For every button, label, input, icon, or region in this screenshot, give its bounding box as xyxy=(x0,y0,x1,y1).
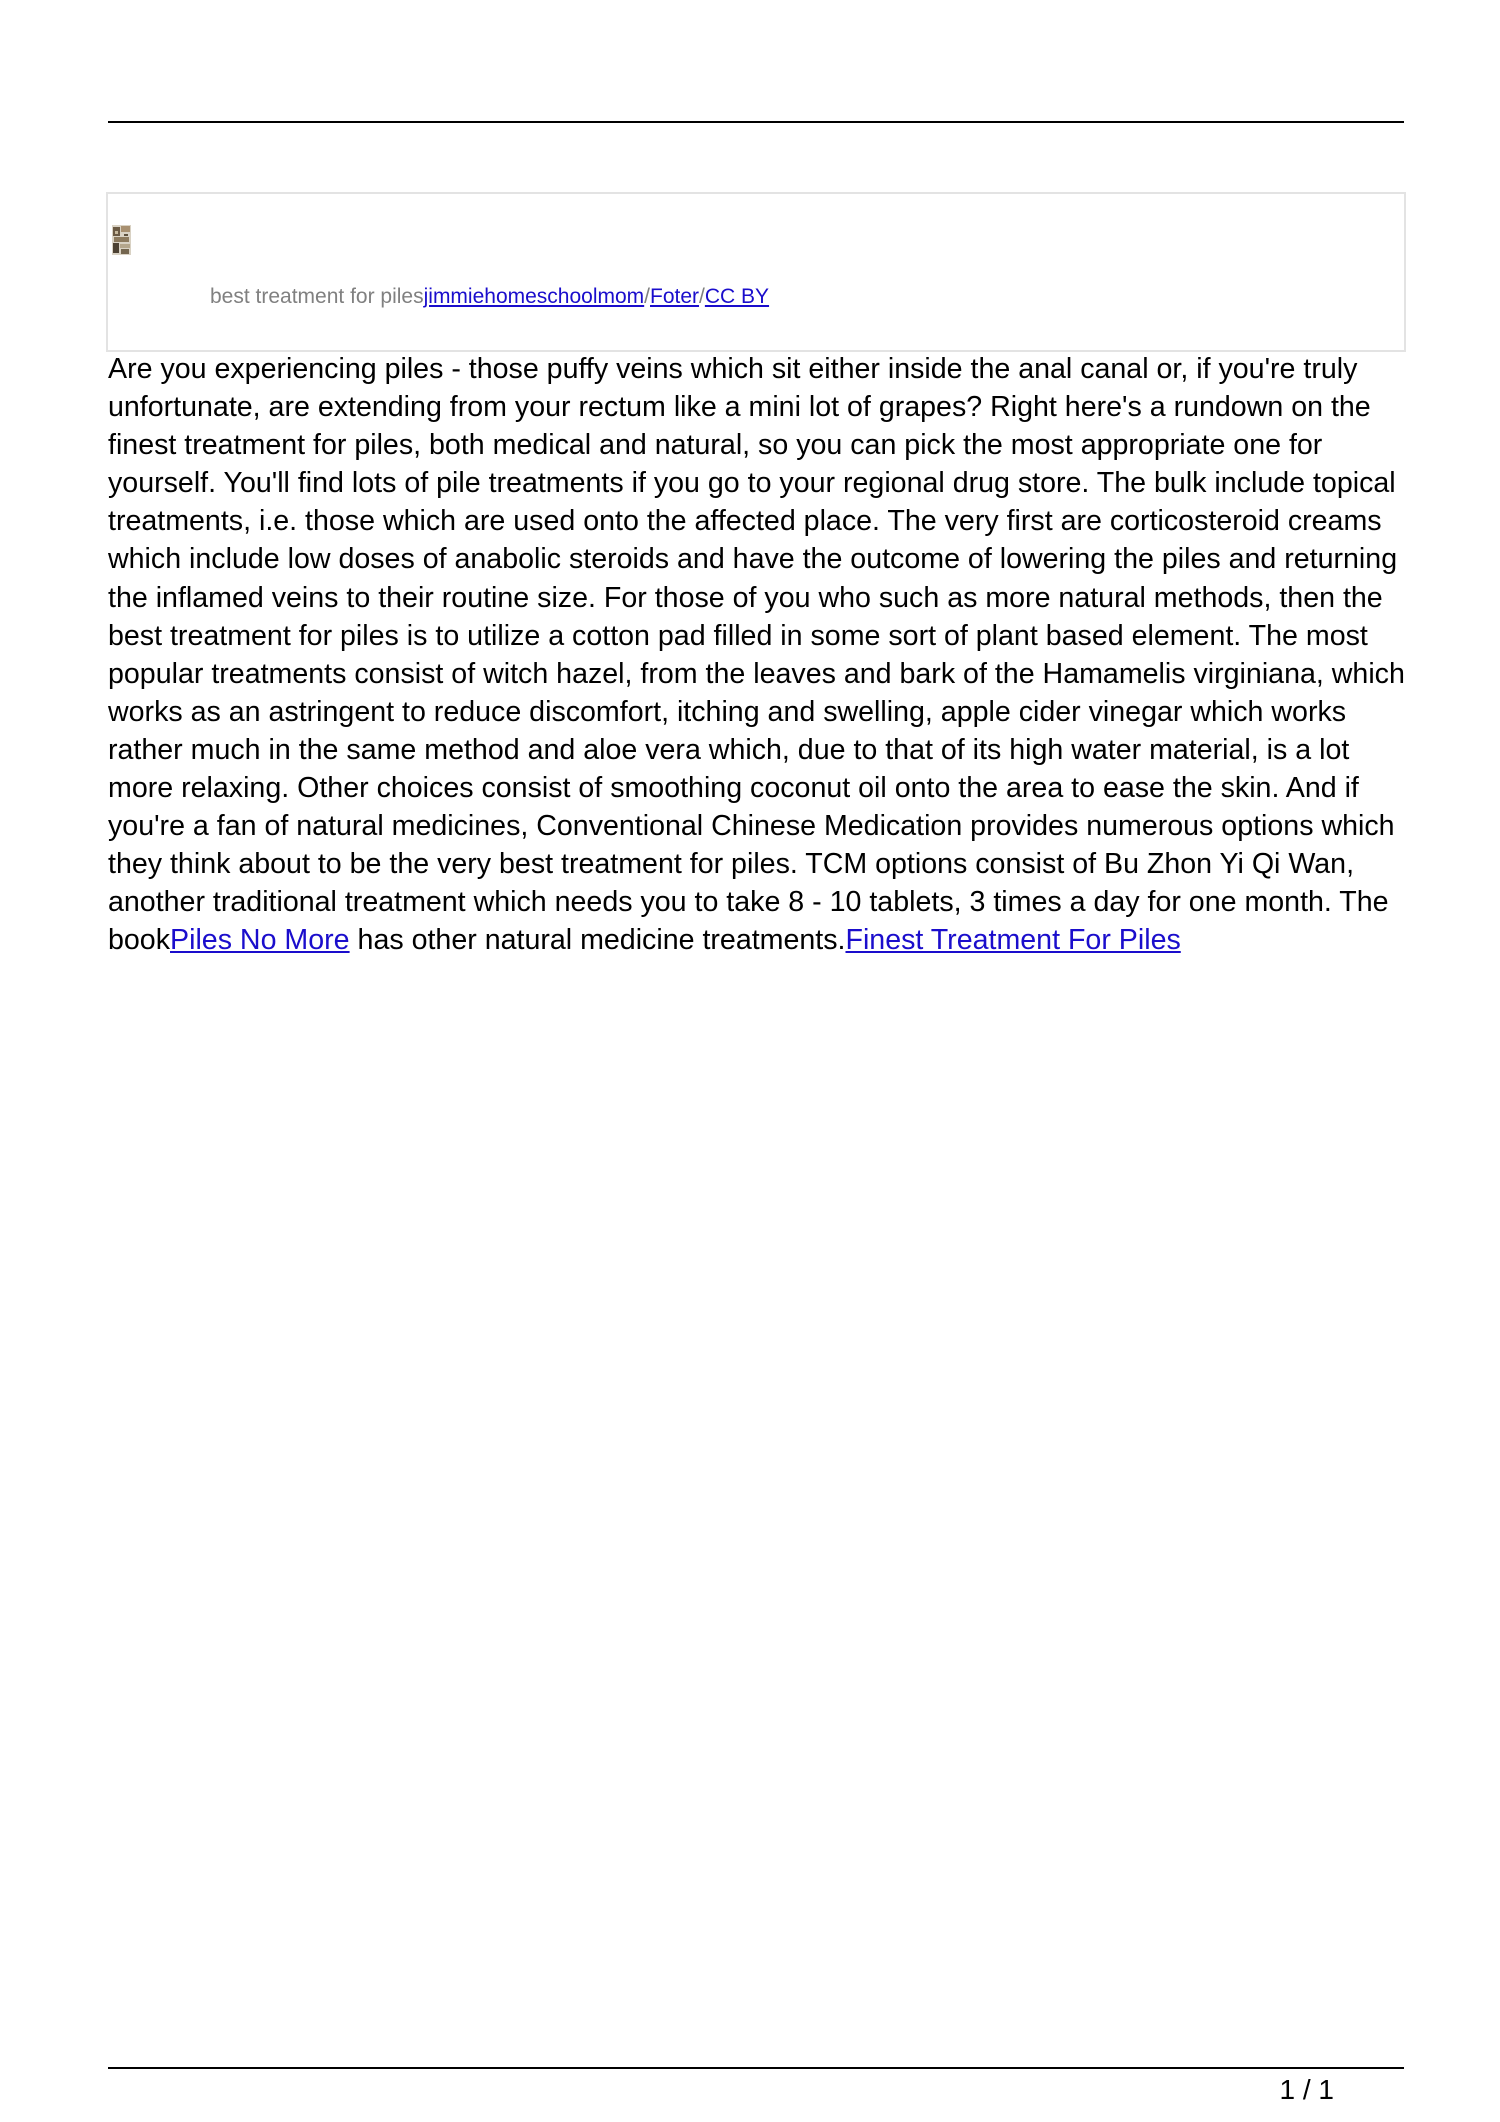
article-body xyxy=(108,350,1408,960)
credit-site-link[interactable]: Foter xyxy=(650,285,700,308)
credit-author-link[interactable]: jimmiehomeschoolmom xyxy=(423,285,645,308)
footer-rule xyxy=(108,2067,1404,2069)
photo-thumbnail-image xyxy=(112,225,131,255)
header-rule xyxy=(108,121,1404,123)
figure-box xyxy=(106,192,1406,352)
credit-license-link[interactable]: CC BY xyxy=(704,285,770,308)
credit-separator: / xyxy=(644,285,651,308)
figure-caption xyxy=(210,284,769,310)
finest-treatment-link[interactable]: Finest Treatment For Piles xyxy=(845,924,1181,957)
page-indicator: 1 / 1 xyxy=(1279,2074,1334,2105)
article-paragraph: Are you experiencing piles - those puffy veins which sit either inside the anal canal or, if you're truly unfortunate, are extending from your rectum like a mini lot of grapes? Right here's a rundown on the finest treatment for piles, both medical and natural, so you can pick the most appropriate one for yourself. You'll find lots of pile treatments if you go to your regional drug store. The bulk include topical treatments, i.e. those which are used onto the affected place. The very first are corticosteroid creams which include low doses of anabolic steroids and have the outcome of lowering the piles and returning the inflamed veins to their routine size. For those of you who such as more natural methods, then the best treatment for piles is to utilize a cotton pad filled in some sort of plant based element. The most popular treatments consist of witch hazel, from the leaves and bark of the Hamamelis virginiana, which works as an astringent to reduce discomfort, itching and swelling, apple cider vinegar which works rather much in the same method and aloe vera which, due to that of its high water material, is a lot more relaxing. Other choices consist of smoothing coconut oil onto the area to ease the skin. And if you're a fan of natural medicines, Conventional Chinese Medication provides numerous options which they think about to be the very best treatment for piles. TCM options consist of Bu Zhon Yi Qi Wan, another traditional treatment which needs you to take 8 - 10 tablets, 3 times a day for one month. The book xyxy=(108,353,1405,957)
credit-separator-2: / xyxy=(699,285,705,308)
article-paragraph-tail: has other natural medicine treatments. xyxy=(349,924,846,957)
caption-text: best treatment for piles xyxy=(210,285,424,308)
piles-no-more-link[interactable]: Piles No More xyxy=(170,924,350,957)
